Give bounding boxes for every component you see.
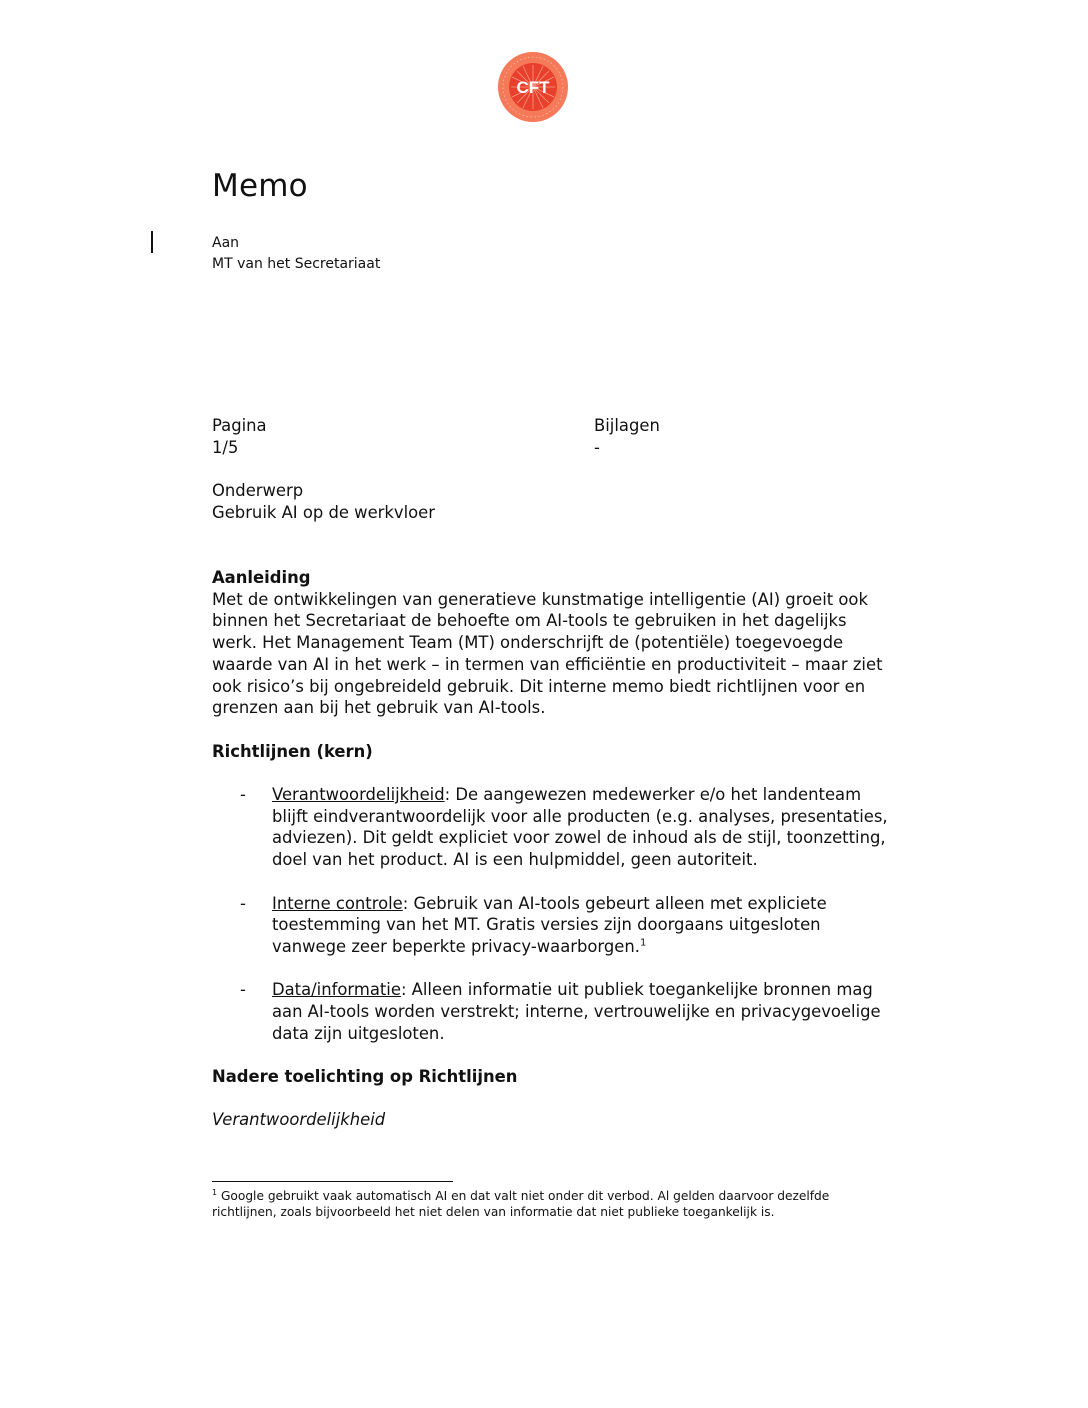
page-title: Memo [212,168,308,204]
subsection-heading-verantwoordelijkheid: Verantwoordelijkheid [212,1110,386,1130]
revision-change-bar [151,231,153,253]
section-heading-aanleiding: Aanleiding [212,568,311,587]
page-number-label: Pagina [212,416,267,435]
addressee-block [212,233,380,275]
guideline-text: : De aangewezen medewerker e/o het landenteam blijft eindverantwoordelijk voor alle producten (e.g. analyses, presentaties, adviezen). Dit geldt expliciet voor zowel de inhoud als de stijl, toonzetting, doel van het product. AI is een hulpmiddel, geen autoriteit. [272,785,888,870]
section-heading-toelichting: Nadere toelichting op Richtlijnen [212,1067,518,1087]
guideline-text: : Alleen informatie uit publiek toegankelijke bronnen mag aan AI-tools worden verstrekt; interne, vertrouwelijke en privacygevoelige data zijn uitgesloten. [272,980,881,1043]
subject-label: Onderwerp [212,481,304,500]
guideline-item-data-informatie [212,979,892,1044]
footnote-text: Google gebruikt vaak automatisch AI en dat valt niet onder dit verbod. Al gelden daarvoor dezelfde richtlijnen, zoals bijvoorbeeld het niet delen van informatie dat niet publieke toegankelijk is. [212,1189,830,1219]
dash-bullet: - [240,785,246,804]
attachments-block [594,415,660,458]
cft-logo-icon [497,51,569,123]
page-number-block [212,415,267,458]
addressee-label: Aan [212,235,240,251]
guideline-text: : Gebruik van AI-tools gebeurt alleen met expliciete toestemming van het MT. Gratis versies zijn doorgaans uitgesloten vanwege zeer beperkte privacy-waarborgen. [272,893,827,956]
guideline-item-verantwoordelijkheid [212,784,892,871]
guideline-term: Data/informatie [272,980,401,1000]
section-heading-richtlijnen: Richtlijnen (kern) [212,741,373,761]
attachments-label: Bijlagen [594,416,660,435]
guidelines-list [212,784,892,1044]
dash-bullet: - [240,893,246,913]
footnote [212,1189,892,1220]
addressee-value: MT van het Secretariaat [212,256,381,272]
subject-value: Gebruik AI op de werkvloer [212,502,435,522]
page-number-value: 1/5 [212,437,239,457]
footnote-number: 1 [212,1187,218,1197]
footnote-reference[interactable]: 1 [639,937,647,949]
dash-bullet: - [240,980,246,1000]
subject-block [212,480,435,523]
attachments-value: - [594,437,600,457]
footnote-separator [212,1181,453,1182]
aanleiding-paragraph: Met de ontwikkelingen van generatieve kunstmatige intelligentie (AI) groeit ook binnen het Secretariaat de behoefte om AI-tools te gebruiken in het dagelijks werk. Het Management Team (MT) onderschrijft de (potentiële) toegevoegde waarde van AI in het werk – in termen van efficiëntie en productiviteit – maar ziet ook risico’s bij ongebreideld gebruik. Dit interne memo biedt richtlijnen voor en grenzen aan bij het gebruik van AI-tools. [212,589,883,718]
guideline-term: Verantwoordelijkheid [272,785,445,804]
guideline-term: Interne controle [272,893,403,913]
memo-body [212,567,892,1131]
guideline-item-interne-controle [212,893,892,958]
svg-text:CFT: CFT [516,78,550,97]
cft-logo [497,51,569,123]
